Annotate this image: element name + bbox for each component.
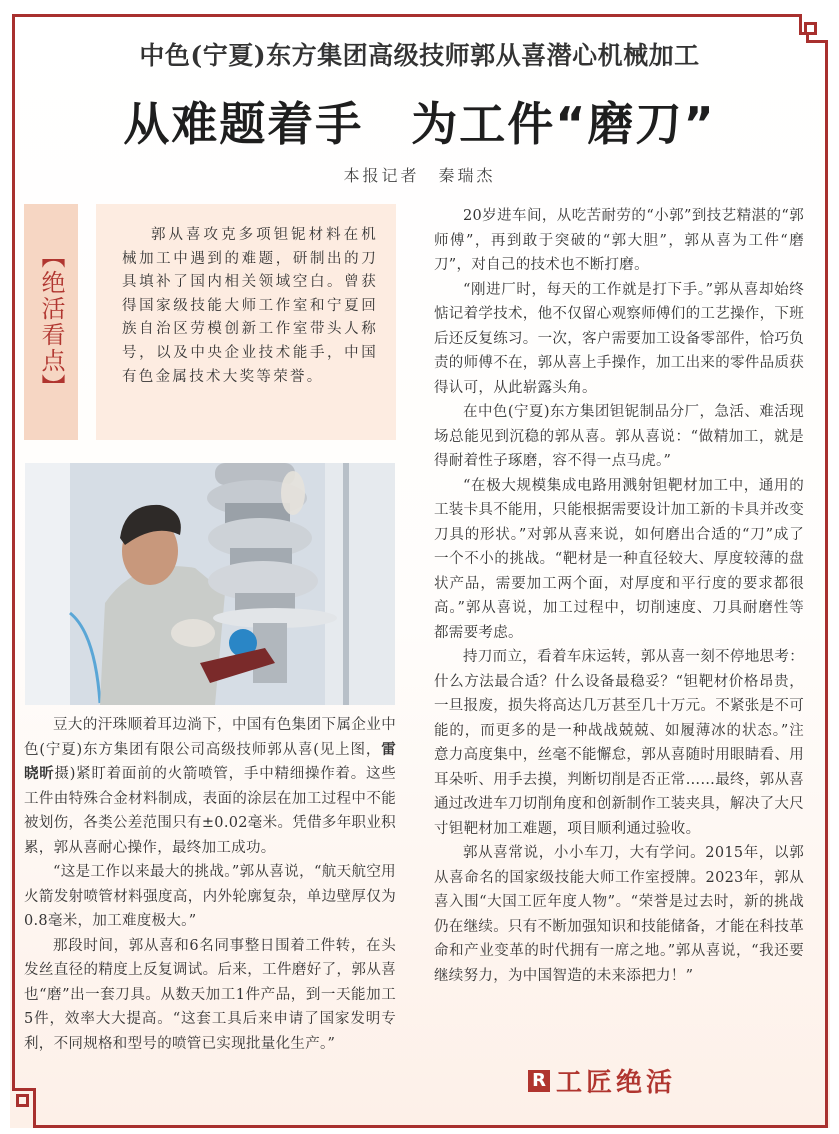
paragraph: “刚进厂时，每天的工作就是打下手。”郭从喜却始终惦记着学技术，他不仅留心观察师傅们的工艺操作，下班后还反复练习。一次，客户需要加工设备零部件，恰巧负责的师傅不在，郭从喜上手操作，加工出来的零件品质获得认可，从此崭露头角。 bbox=[434, 281, 804, 396]
highlight-tag: 【绝活看点】 bbox=[37, 244, 65, 400]
paragraph-text: 摄)紧盯着面前的火箭喷管，手中精细操作着。这些工件由特殊合金材料制成，表面的涂层在加工过程中不能被划伤，各类公差范围只有±0.02毫米。凭借多年职业积累，郭从喜耐心操作，最终加工成功。 bbox=[24, 766, 396, 856]
worker-photo bbox=[25, 463, 395, 705]
highlight-summary-text: 郭从喜攻克多项钽铌材料在机械加工中遇到的难题，研制出的刀具填补了国内相关领域空白。曾获得国家级技能大师工作室和宁夏回族自治区劳模创新工作室带头人称号，以及中央企业技术能手，中国有色金属技术大奖等荣誉。 bbox=[122, 227, 378, 385]
article-right-column bbox=[434, 204, 804, 988]
highlight-tag-box bbox=[24, 204, 78, 440]
article-byline: 本报记者 秦瑞杰 bbox=[343, 166, 496, 185]
brand-label: 工匠绝活 bbox=[556, 1068, 677, 1098]
article-headline: 从难题着手 为工件“磨刀” bbox=[123, 97, 716, 151]
article-left-column bbox=[24, 713, 396, 1056]
paragraph: 郭从喜常说，小小车刀，大有学问。2015年，以郭从喜命名的国家级技能大师工作室授牌。2023年，郭从喜入围“大国工匠年度人物”。“荣誉是过去时，新的挑战仍在继续。只有不断加强知识和技能储备，才能在科技革命和产业变革的时代拥有一席之地。”郭从喜说，“我还要继续努力，为中国智造的未来添把力！” bbox=[434, 845, 804, 984]
paragraph-text: 豆大的汗珠顺着耳边淌下，中国有色集团下属企业中色(宁夏)东方集团有限公司高级技师郭从喜(见上图， bbox=[24, 717, 396, 758]
column-brand-logo bbox=[528, 1062, 676, 1099]
r-logo-icon: R bbox=[528, 1070, 550, 1092]
highlight-summary-box bbox=[96, 204, 396, 440]
paragraph: 在中色(宁夏)东方集团钽铌制品分厂，急活、难活现场总能见到沉稳的郭从喜。郭从喜说：“做精加工，就是得耐着性子琢磨，容不得一点马虎。” bbox=[434, 404, 804, 469]
photo-illustration bbox=[25, 463, 395, 705]
paragraph: “在极大规模集成电路用溅射钽靶材加工中，通用的工装卡具不能用，只能根据需要设计加工新的卡具并改变刀具的形状。”对郭从喜来说，如何磨出合适的“刀”成了一个不小的挑战。“靶材是一种直径较大、厚度较薄的盘状产品，需要加工两个面，对厚度和平行度的要求都很高。”郭从喜说，加工过程中，切削速度、刀具耐磨性等都需要考虑。 bbox=[434, 477, 804, 641]
photo-credit: 雷晓昕 bbox=[24, 740, 396, 782]
article-subtitle: 中色(宁夏)东方集团高级技师郭从喜潜心机械加工 bbox=[139, 41, 700, 70]
paragraph: 20岁进车间，从吃苦耐劳的“小郭”到技艺精湛的“郭师傅”，再到敢于突破的“郭大胆”，郭从喜为工件“磨刀”，对自己的技术也不断打磨。 bbox=[434, 208, 804, 273]
paragraph: 那段时间，郭从喜和6名同事整日围着工件转，在头发丝直径的精度上反复调试。后来，工件磨好了，郭从喜也“磨”出一套刀具。从数天加工1件产品，到一天能加工5件，效率大大提高。“这套工具后来申请了国家发明专利，不同规格和型号的喷管已实现批量化生产。” bbox=[24, 937, 396, 1052]
paragraph: “这是工作以来最大的挑战。”郭从喜说，“航天航空用火箭发射喷管材料强度高，内外轮廓复杂，单边壁厚仅为0.8毫米，加工难度极大。” bbox=[24, 864, 396, 929]
paragraph bbox=[24, 713, 396, 860]
paragraph: 持刀而立，看着车床运转，郭从喜一刻不停地思考：什么方法最合适？什么设备最稳妥？“钽靶材价格昂贵，一旦报废，损失将高达几万甚至几十万元。不紧张是不可能的，而更多的是一种战战兢兢、如履薄冰的状态。”注意力高度集中，丝毫不能懈怠，郭从喜随时用眼睛看、用耳朵听、用手去摸，判断切削是否正常……最终，郭从喜通过改进车刀切削角度和创新制作工装夹具，解决了大尺寸钽靶材加工难题，项目顺利通过验收。 bbox=[434, 649, 804, 837]
